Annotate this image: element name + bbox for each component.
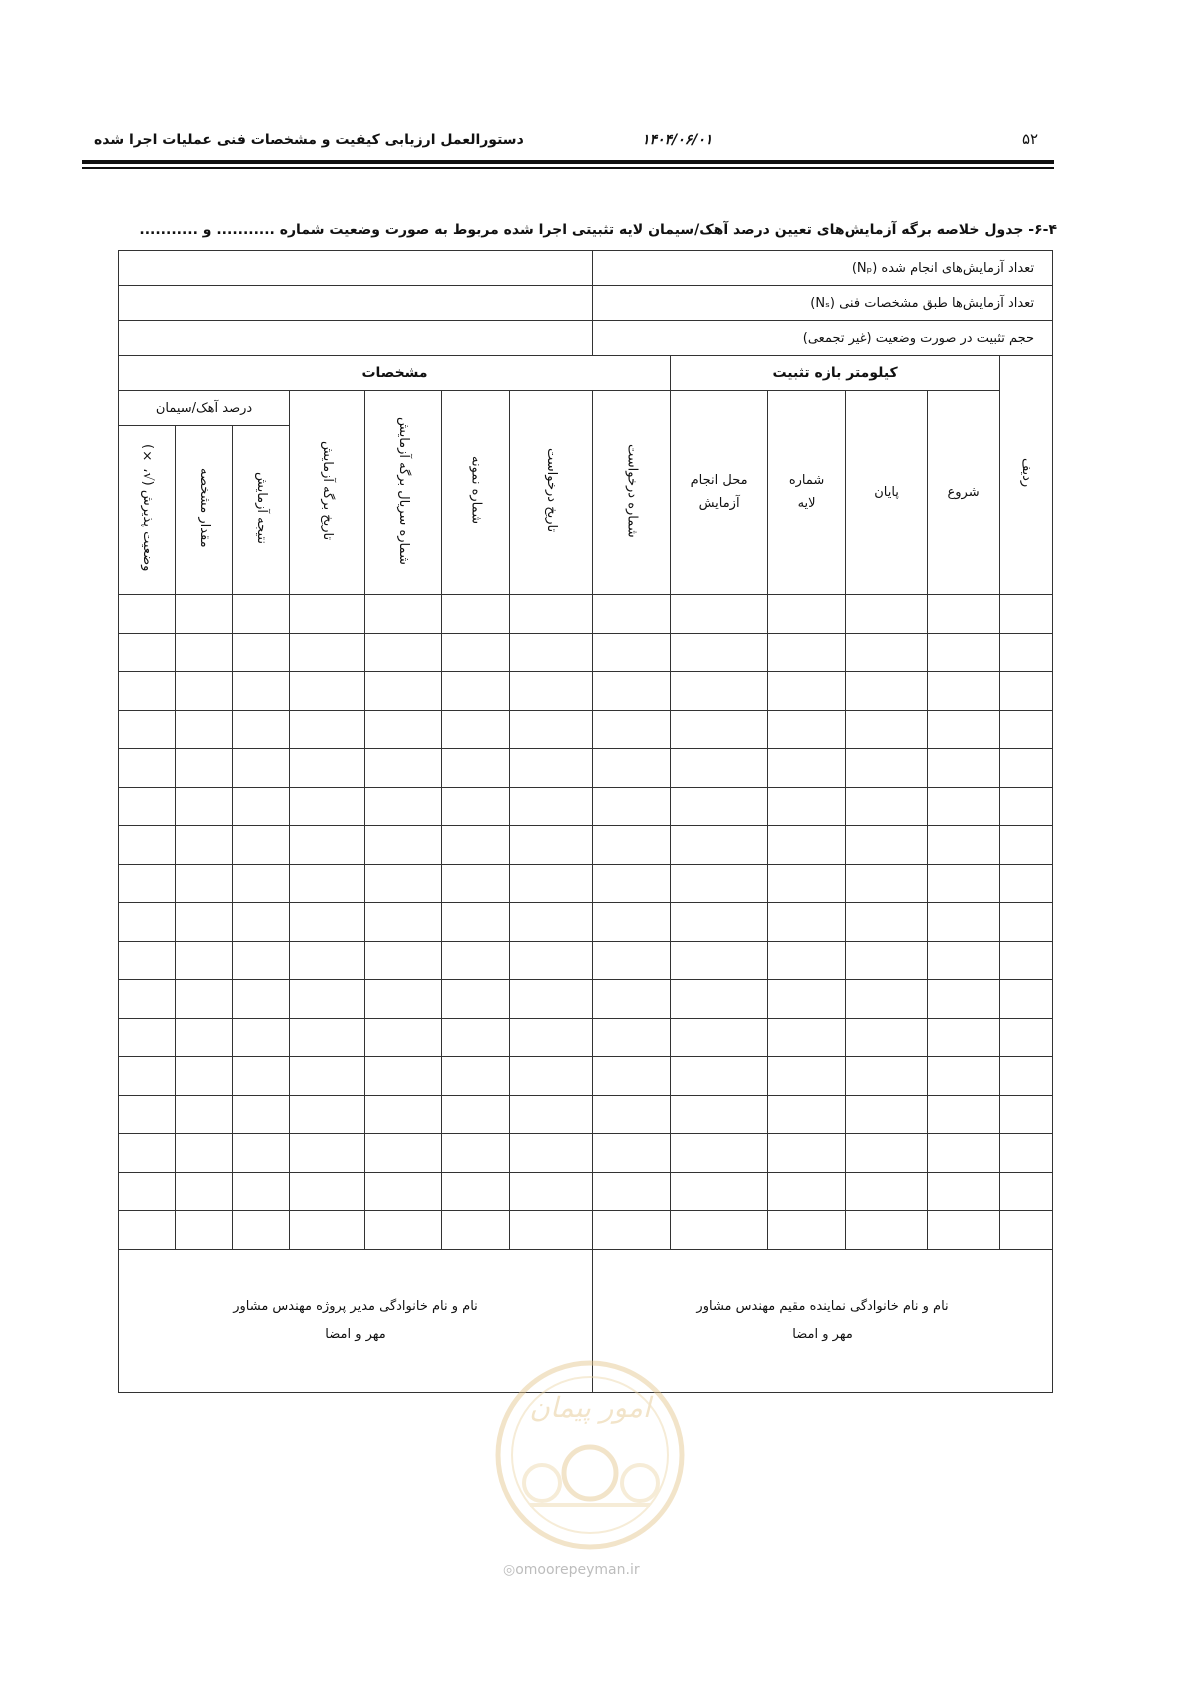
table-cell[interactable] bbox=[593, 787, 671, 826]
table-cell[interactable] bbox=[846, 749, 928, 788]
header-layer-number: شماره لایه bbox=[768, 391, 846, 595]
table-row bbox=[119, 1018, 1053, 1057]
table-cell[interactable] bbox=[846, 1018, 928, 1057]
table-cell[interactable] bbox=[442, 864, 510, 903]
header-sheet-date: تاریخ برگه آزمایش bbox=[290, 391, 365, 595]
table-cell[interactable] bbox=[233, 787, 290, 826]
summary-label-volume: حجم تثبیت در صورت وضعیت (غیر تجمعی) bbox=[593, 321, 1053, 356]
table-cell[interactable] bbox=[119, 826, 176, 865]
document-date: ۱۴۰۴/۰۶/۰۱ bbox=[642, 132, 713, 148]
table-row bbox=[119, 672, 1053, 711]
table-cell[interactable] bbox=[176, 1172, 233, 1211]
table-cell[interactable] bbox=[442, 633, 510, 672]
table-cell[interactable] bbox=[365, 864, 442, 903]
table-cell[interactable] bbox=[176, 1018, 233, 1057]
table-cell[interactable] bbox=[928, 787, 1000, 826]
table-cell[interactable] bbox=[233, 672, 290, 711]
table-cell[interactable] bbox=[510, 787, 593, 826]
table-cell[interactable] bbox=[1000, 1018, 1053, 1057]
table-cell[interactable] bbox=[593, 1211, 671, 1250]
running-header bbox=[82, 128, 1055, 154]
table-cell[interactable] bbox=[928, 1172, 1000, 1211]
header-sheet-serial: شماره سریال برگه آزمایش bbox=[365, 391, 442, 595]
table-cell[interactable] bbox=[1000, 980, 1053, 1019]
table-cell[interactable] bbox=[510, 1134, 593, 1173]
table-cell[interactable] bbox=[928, 864, 1000, 903]
table-cell[interactable] bbox=[846, 633, 928, 672]
table-cell[interactable] bbox=[442, 1018, 510, 1057]
table-cell[interactable] bbox=[593, 1057, 671, 1096]
table-cell[interactable] bbox=[1000, 595, 1053, 634]
summary-label-tests-spec: تعداد آزمایش‌ها طبق مشخصات فنی (Nₛ) bbox=[593, 286, 1053, 321]
table-cell[interactable] bbox=[1000, 710, 1053, 749]
table-row bbox=[119, 903, 1053, 942]
table-cell[interactable] bbox=[928, 941, 1000, 980]
summary-value-volume[interactable] bbox=[119, 321, 593, 356]
table-cell[interactable] bbox=[928, 1134, 1000, 1173]
table-cell[interactable] bbox=[768, 633, 846, 672]
table-cell[interactable] bbox=[510, 710, 593, 749]
table-cell[interactable] bbox=[176, 1134, 233, 1173]
table-cell[interactable] bbox=[290, 980, 365, 1019]
table-cell[interactable] bbox=[442, 595, 510, 634]
table-cell[interactable] bbox=[768, 864, 846, 903]
table-cell[interactable] bbox=[510, 864, 593, 903]
table-row bbox=[119, 980, 1053, 1019]
table-cell[interactable] bbox=[290, 1211, 365, 1250]
table-cell[interactable] bbox=[365, 787, 442, 826]
table-cell[interactable] bbox=[671, 595, 768, 634]
table-cell[interactable] bbox=[442, 826, 510, 865]
table-cell[interactable] bbox=[1000, 903, 1053, 942]
table-cell[interactable] bbox=[1000, 1057, 1053, 1096]
table-cell[interactable] bbox=[671, 903, 768, 942]
header-start: شروع bbox=[928, 391, 1000, 595]
test-summary-table bbox=[118, 250, 1053, 1393]
table-cell[interactable] bbox=[1000, 1095, 1053, 1134]
header-rule-thick bbox=[82, 160, 1054, 164]
table-cell[interactable] bbox=[119, 1018, 176, 1057]
table-cell[interactable] bbox=[442, 903, 510, 942]
table-row bbox=[119, 864, 1053, 903]
table-cell[interactable] bbox=[928, 633, 1000, 672]
table-row bbox=[119, 710, 1053, 749]
table-cell[interactable] bbox=[768, 826, 846, 865]
table-cell[interactable] bbox=[846, 595, 928, 634]
table-cell[interactable] bbox=[365, 1018, 442, 1057]
svg-text:امور پیمان: امور پیمان bbox=[529, 1391, 651, 1424]
header-acceptance-status: وضعیت پذیرش (√، ×) bbox=[119, 426, 176, 595]
table-cell[interactable] bbox=[1000, 941, 1053, 980]
table-row bbox=[119, 1095, 1053, 1134]
table-cell[interactable] bbox=[928, 980, 1000, 1019]
table-cell[interactable] bbox=[671, 1134, 768, 1173]
table-cell[interactable] bbox=[846, 672, 928, 711]
table-cell[interactable] bbox=[1000, 1211, 1053, 1250]
table-cell[interactable] bbox=[510, 1172, 593, 1211]
table-cell[interactable] bbox=[768, 1172, 846, 1211]
table-body bbox=[119, 595, 1053, 1250]
table-cell[interactable] bbox=[290, 633, 365, 672]
table-cell[interactable] bbox=[593, 749, 671, 788]
table-cell[interactable] bbox=[671, 1172, 768, 1211]
table-cell[interactable] bbox=[290, 903, 365, 942]
table-cell[interactable] bbox=[365, 672, 442, 711]
header-request-date: تاریخ درخواست bbox=[510, 391, 593, 595]
table-cell[interactable] bbox=[233, 710, 290, 749]
table-cell[interactable] bbox=[671, 941, 768, 980]
signature-project-manager[interactable]: نام و نام خانوادگی مدیر پروژه مهندس مشاور مهر و امضا bbox=[119, 1249, 593, 1392]
table-cell[interactable] bbox=[593, 864, 671, 903]
table-cell[interactable] bbox=[119, 1211, 176, 1250]
table-cell[interactable] bbox=[119, 1057, 176, 1096]
table-cell[interactable] bbox=[1000, 864, 1053, 903]
table-cell[interactable] bbox=[510, 633, 593, 672]
table-cell[interactable] bbox=[365, 980, 442, 1019]
table-cell[interactable] bbox=[928, 749, 1000, 788]
table-cell[interactable] bbox=[119, 710, 176, 749]
table-cell[interactable] bbox=[233, 903, 290, 942]
table-cell[interactable] bbox=[442, 1095, 510, 1134]
table-cell[interactable] bbox=[290, 672, 365, 711]
table-row bbox=[119, 749, 1053, 788]
table-cell[interactable] bbox=[510, 1018, 593, 1057]
table-cell[interactable] bbox=[442, 1211, 510, 1250]
table-cell[interactable] bbox=[442, 749, 510, 788]
header-request-number: شماره درخواست bbox=[593, 391, 671, 595]
table-row bbox=[119, 1172, 1053, 1211]
table-row bbox=[119, 826, 1053, 865]
table-cell[interactable] bbox=[176, 1057, 233, 1096]
table-cell[interactable] bbox=[233, 864, 290, 903]
table-cell[interactable] bbox=[593, 826, 671, 865]
table-cell[interactable] bbox=[846, 710, 928, 749]
table-cell[interactable] bbox=[593, 633, 671, 672]
table-cell[interactable] bbox=[593, 672, 671, 711]
table-cell[interactable] bbox=[233, 1057, 290, 1096]
table-cell[interactable] bbox=[1000, 826, 1053, 865]
table-cell[interactable] bbox=[233, 826, 290, 865]
table-row bbox=[119, 1211, 1053, 1250]
summary-label-tests-done: تعداد آزمایش‌های انجام شده (Nₚ) bbox=[593, 251, 1053, 286]
table-cell[interactable] bbox=[233, 1172, 290, 1211]
table-cell[interactable] bbox=[442, 787, 510, 826]
table-cell[interactable] bbox=[510, 595, 593, 634]
table-cell[interactable] bbox=[768, 787, 846, 826]
table-cell[interactable] bbox=[846, 1172, 928, 1211]
table-cell[interactable] bbox=[846, 826, 928, 865]
table-cell[interactable] bbox=[290, 941, 365, 980]
table-cell[interactable] bbox=[510, 903, 593, 942]
table-cell[interactable] bbox=[442, 1172, 510, 1211]
table-cell[interactable] bbox=[928, 1018, 1000, 1057]
table-cell[interactable] bbox=[290, 595, 365, 634]
table-cell[interactable] bbox=[233, 941, 290, 980]
header-rule-thin bbox=[82, 167, 1054, 169]
table-cell[interactable] bbox=[928, 903, 1000, 942]
table-cell[interactable] bbox=[176, 903, 233, 942]
table-cell[interactable] bbox=[593, 1018, 671, 1057]
table-row bbox=[119, 633, 1053, 672]
table-cell[interactable] bbox=[119, 633, 176, 672]
header-lime-cement-group: درصد آهک/سیمان bbox=[119, 391, 290, 426]
table-cell[interactable] bbox=[928, 1095, 1000, 1134]
table-cell[interactable] bbox=[846, 1211, 928, 1250]
table-cell[interactable] bbox=[365, 1095, 442, 1134]
table-cell[interactable] bbox=[768, 1095, 846, 1134]
table-cell[interactable] bbox=[176, 749, 233, 788]
table-cell[interactable] bbox=[768, 1211, 846, 1250]
watermark-logo bbox=[490, 1355, 690, 1555]
table-cell[interactable] bbox=[290, 1057, 365, 1096]
table-cell[interactable] bbox=[119, 980, 176, 1019]
table-cell[interactable] bbox=[365, 826, 442, 865]
table-cell[interactable] bbox=[928, 1211, 1000, 1250]
table-cell[interactable] bbox=[233, 595, 290, 634]
table-cell[interactable] bbox=[671, 1018, 768, 1057]
document-title: دستورالعمل ارزیابی کیفیت و مشخصات فنی عملیات اجرا شده bbox=[94, 132, 524, 148]
table-cell[interactable] bbox=[510, 1095, 593, 1134]
table-cell[interactable] bbox=[1000, 749, 1053, 788]
table-cell[interactable] bbox=[593, 710, 671, 749]
table-cell[interactable] bbox=[510, 1057, 593, 1096]
table-cell[interactable] bbox=[928, 826, 1000, 865]
table-cell[interactable] bbox=[176, 1211, 233, 1250]
table-cell[interactable] bbox=[671, 1211, 768, 1250]
table-cell[interactable] bbox=[510, 941, 593, 980]
table-cell[interactable] bbox=[671, 980, 768, 1019]
table-cell[interactable] bbox=[290, 787, 365, 826]
table-cell[interactable] bbox=[442, 672, 510, 711]
table-cell[interactable] bbox=[176, 1095, 233, 1134]
table-cell[interactable] bbox=[176, 633, 233, 672]
table-cell[interactable] bbox=[510, 749, 593, 788]
table-cell[interactable] bbox=[176, 980, 233, 1019]
table-cell[interactable] bbox=[928, 595, 1000, 634]
signature-resident-rep[interactable]: نام و نام خانوادگی نماینده مقیم مهندس مشاور مهر و امضا bbox=[593, 1249, 1053, 1392]
header-end: پایان bbox=[846, 391, 928, 595]
table-cell[interactable] bbox=[119, 672, 176, 711]
table-cell[interactable] bbox=[593, 941, 671, 980]
table-cell[interactable] bbox=[768, 1018, 846, 1057]
table-cell[interactable] bbox=[365, 710, 442, 749]
table-cell[interactable] bbox=[510, 1211, 593, 1250]
table-cell[interactable] bbox=[176, 672, 233, 711]
table-cell[interactable] bbox=[593, 1172, 671, 1211]
table-cell[interactable] bbox=[593, 1095, 671, 1134]
table-cell[interactable] bbox=[290, 1134, 365, 1173]
header-specs-group: مشخصات bbox=[119, 356, 671, 391]
table-cell[interactable] bbox=[846, 787, 928, 826]
table-cell[interactable] bbox=[176, 941, 233, 980]
table-row bbox=[119, 1134, 1053, 1173]
table-cell[interactable] bbox=[768, 1134, 846, 1173]
table-cell[interactable] bbox=[442, 1134, 510, 1173]
table-cell[interactable] bbox=[846, 1134, 928, 1173]
table-cell[interactable] bbox=[290, 710, 365, 749]
table-row bbox=[119, 787, 1053, 826]
table-cell[interactable] bbox=[442, 1057, 510, 1096]
header-test-place: محل انجام آزمایش bbox=[671, 391, 768, 595]
table-cell[interactable] bbox=[846, 980, 928, 1019]
table-cell[interactable] bbox=[233, 749, 290, 788]
table-cell[interactable] bbox=[768, 941, 846, 980]
table-cell[interactable] bbox=[119, 1172, 176, 1211]
table-cell[interactable] bbox=[768, 595, 846, 634]
table-cell[interactable] bbox=[290, 826, 365, 865]
table-cell[interactable] bbox=[671, 749, 768, 788]
summary-value-tests-spec[interactable] bbox=[119, 286, 593, 321]
table-cell[interactable] bbox=[119, 864, 176, 903]
table-cell[interactable] bbox=[1000, 787, 1053, 826]
table-cell[interactable] bbox=[593, 903, 671, 942]
page-number: ۵۲ bbox=[1022, 130, 1039, 148]
table-cell[interactable] bbox=[365, 1172, 442, 1211]
table-cell[interactable] bbox=[846, 941, 928, 980]
table-cell[interactable] bbox=[119, 787, 176, 826]
table-cell[interactable] bbox=[671, 787, 768, 826]
table-cell[interactable] bbox=[928, 710, 1000, 749]
table-cell[interactable] bbox=[928, 1057, 1000, 1096]
header-row-number: ردیف bbox=[1000, 356, 1053, 595]
table-cell[interactable] bbox=[671, 1095, 768, 1134]
table-cell[interactable] bbox=[768, 672, 846, 711]
table-cell[interactable] bbox=[233, 1018, 290, 1057]
table-cell[interactable] bbox=[119, 595, 176, 634]
table-row bbox=[119, 1057, 1053, 1096]
table-caption: ۶-۴- جدول خلاصه برگه آزمایش‌های تعیین درصد آهک/سیمان لایه تثبیتی اجرا شده مربوط به صورت وضعیت شماره ........... و ........... bbox=[139, 222, 1057, 238]
table-cell[interactable] bbox=[233, 1095, 290, 1134]
header-sample-number: شماره نمونه bbox=[442, 391, 510, 595]
table-cell[interactable] bbox=[176, 864, 233, 903]
table-cell[interactable] bbox=[365, 595, 442, 634]
table-cell[interactable] bbox=[290, 1172, 365, 1211]
table-cell[interactable] bbox=[1000, 1134, 1053, 1173]
table-cell[interactable] bbox=[119, 1134, 176, 1173]
table-cell[interactable] bbox=[768, 1057, 846, 1096]
table-cell[interactable] bbox=[768, 903, 846, 942]
header-km-group: کیلومتر بازه تثبیت bbox=[671, 356, 1000, 391]
table-cell[interactable] bbox=[846, 864, 928, 903]
table-cell[interactable] bbox=[290, 749, 365, 788]
table-cell[interactable] bbox=[442, 941, 510, 980]
table-cell[interactable] bbox=[593, 595, 671, 634]
table-cell[interactable] bbox=[593, 1134, 671, 1173]
table-cell[interactable] bbox=[233, 633, 290, 672]
table-cell[interactable] bbox=[290, 864, 365, 903]
table-cell[interactable] bbox=[290, 1018, 365, 1057]
table-cell[interactable] bbox=[365, 1211, 442, 1250]
table-cell[interactable] bbox=[176, 595, 233, 634]
table-cell[interactable] bbox=[846, 1057, 928, 1096]
table-cell[interactable] bbox=[510, 826, 593, 865]
table-cell[interactable] bbox=[365, 633, 442, 672]
table-cell[interactable] bbox=[1000, 633, 1053, 672]
table-cell[interactable] bbox=[768, 980, 846, 1019]
table-cell[interactable] bbox=[671, 864, 768, 903]
table-cell[interactable] bbox=[510, 980, 593, 1019]
table-row bbox=[119, 595, 1053, 634]
table-cell[interactable] bbox=[1000, 672, 1053, 711]
table-cell[interactable] bbox=[846, 903, 928, 942]
table-cell[interactable] bbox=[365, 749, 442, 788]
table-cell[interactable] bbox=[233, 980, 290, 1019]
table-cell[interactable] bbox=[442, 980, 510, 1019]
table-cell[interactable] bbox=[176, 826, 233, 865]
table-cell[interactable] bbox=[671, 1057, 768, 1096]
header-test-result: نتیجه آزمایش bbox=[233, 426, 290, 595]
table-cell[interactable] bbox=[593, 980, 671, 1019]
table-cell[interactable] bbox=[233, 1211, 290, 1250]
table-cell[interactable] bbox=[365, 1134, 442, 1173]
table-cell[interactable] bbox=[671, 672, 768, 711]
table-cell[interactable] bbox=[290, 1095, 365, 1134]
table-cell[interactable] bbox=[671, 633, 768, 672]
header-specified-value: مقدار مشخصه bbox=[176, 426, 233, 595]
table-cell[interactable] bbox=[365, 903, 442, 942]
table-cell[interactable] bbox=[365, 1057, 442, 1096]
table-cell[interactable] bbox=[119, 941, 176, 980]
table-cell[interactable] bbox=[768, 749, 846, 788]
table-cell[interactable] bbox=[928, 672, 1000, 711]
table-cell[interactable] bbox=[176, 710, 233, 749]
table-cell[interactable] bbox=[442, 710, 510, 749]
table-cell[interactable] bbox=[176, 787, 233, 826]
table-cell[interactable] bbox=[119, 903, 176, 942]
table-row bbox=[119, 941, 1053, 980]
table-cell[interactable] bbox=[671, 826, 768, 865]
table-cell[interactable] bbox=[671, 710, 768, 749]
table-cell[interactable] bbox=[365, 941, 442, 980]
table-cell[interactable] bbox=[233, 1134, 290, 1173]
table-cell[interactable] bbox=[510, 672, 593, 711]
table-cell[interactable] bbox=[768, 710, 846, 749]
table-cell[interactable] bbox=[846, 1095, 928, 1134]
watermark-site: ◎omoorepeyman.ir bbox=[503, 1562, 640, 1578]
table-cell[interactable] bbox=[1000, 1172, 1053, 1211]
table-cell[interactable] bbox=[119, 1095, 176, 1134]
table-cell[interactable] bbox=[119, 749, 176, 788]
summary-value-tests-done[interactable] bbox=[119, 251, 593, 286]
